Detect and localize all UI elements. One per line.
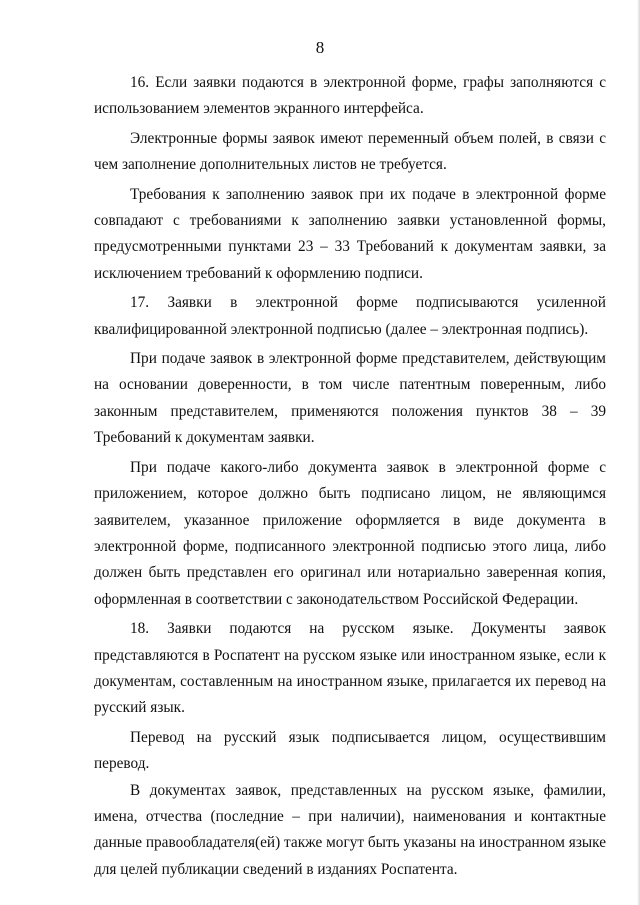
paragraph-electronic-forms: Электронные формы заявок имеют переменный объем полей, в связи с чем заполнение дополнительных листов не требуется. xyxy=(94,129,606,174)
paragraph-attachment: При подаче какого-либо документа заявок в электронной форме с приложением, которое должно быть подписано лицом, не являющимся заявителем, указанное приложение оформляется в виде документа в электронной форме, подписанного электронной подписью этого лица, либо должен быть представлен его оригинал или нотариально заверенная копия, оформленная в соответствии с законодательством Российской Федерации. xyxy=(94,458,606,608)
paragraph-16: 16. Если заявки подаются в электронной форме, графы заполняются с использованием элементов экранного интерфейса. xyxy=(94,74,606,118)
body-text xyxy=(94,70,606,883)
paragraph-18: 18. Заявки подаются на русском языке. Документы заявок представляются в Роспатент на русском языке или иностранном языке, если к документам, составленным на иностранном языке, прилагается их перевод на русский язык. xyxy=(94,620,606,717)
paragraph-names: В документах заявок, представленных на русском языке, фамилии, имена, отчества (последние – при наличии), наименования и контактные данные правообладателя(ей) также могут быть указаны на иностранном языке для целей публикации сведений в изданиях Роспатента. xyxy=(94,781,606,878)
paragraph-requirements: Требования к заполнению заявок при их подаче в электронной форме совпадают с требованиями к заполнению заявки установленной формы, предусмотренными пунктами 23 – 33 Требований к документам заявки, за исключением требований к оформлению подписи. xyxy=(94,185,606,282)
paragraph-17: 17. Заявки в электронной форме подписываются усиленной квалифицированной электронной подписью (далее – электронная подпись). xyxy=(94,294,606,338)
paragraph-representative: При подаче заявок в электронной форме представителем, действующим на основании доверенности, в том числе патентным поверенным, либо законным представителем, применяются положения пунктов 38 – 39 Требований к документам заявки. xyxy=(94,350,606,447)
paragraph-translation: Перевод на русский язык подписывается лицом, осуществившим перевод. xyxy=(94,728,606,773)
page-number: 8 xyxy=(315,38,325,57)
